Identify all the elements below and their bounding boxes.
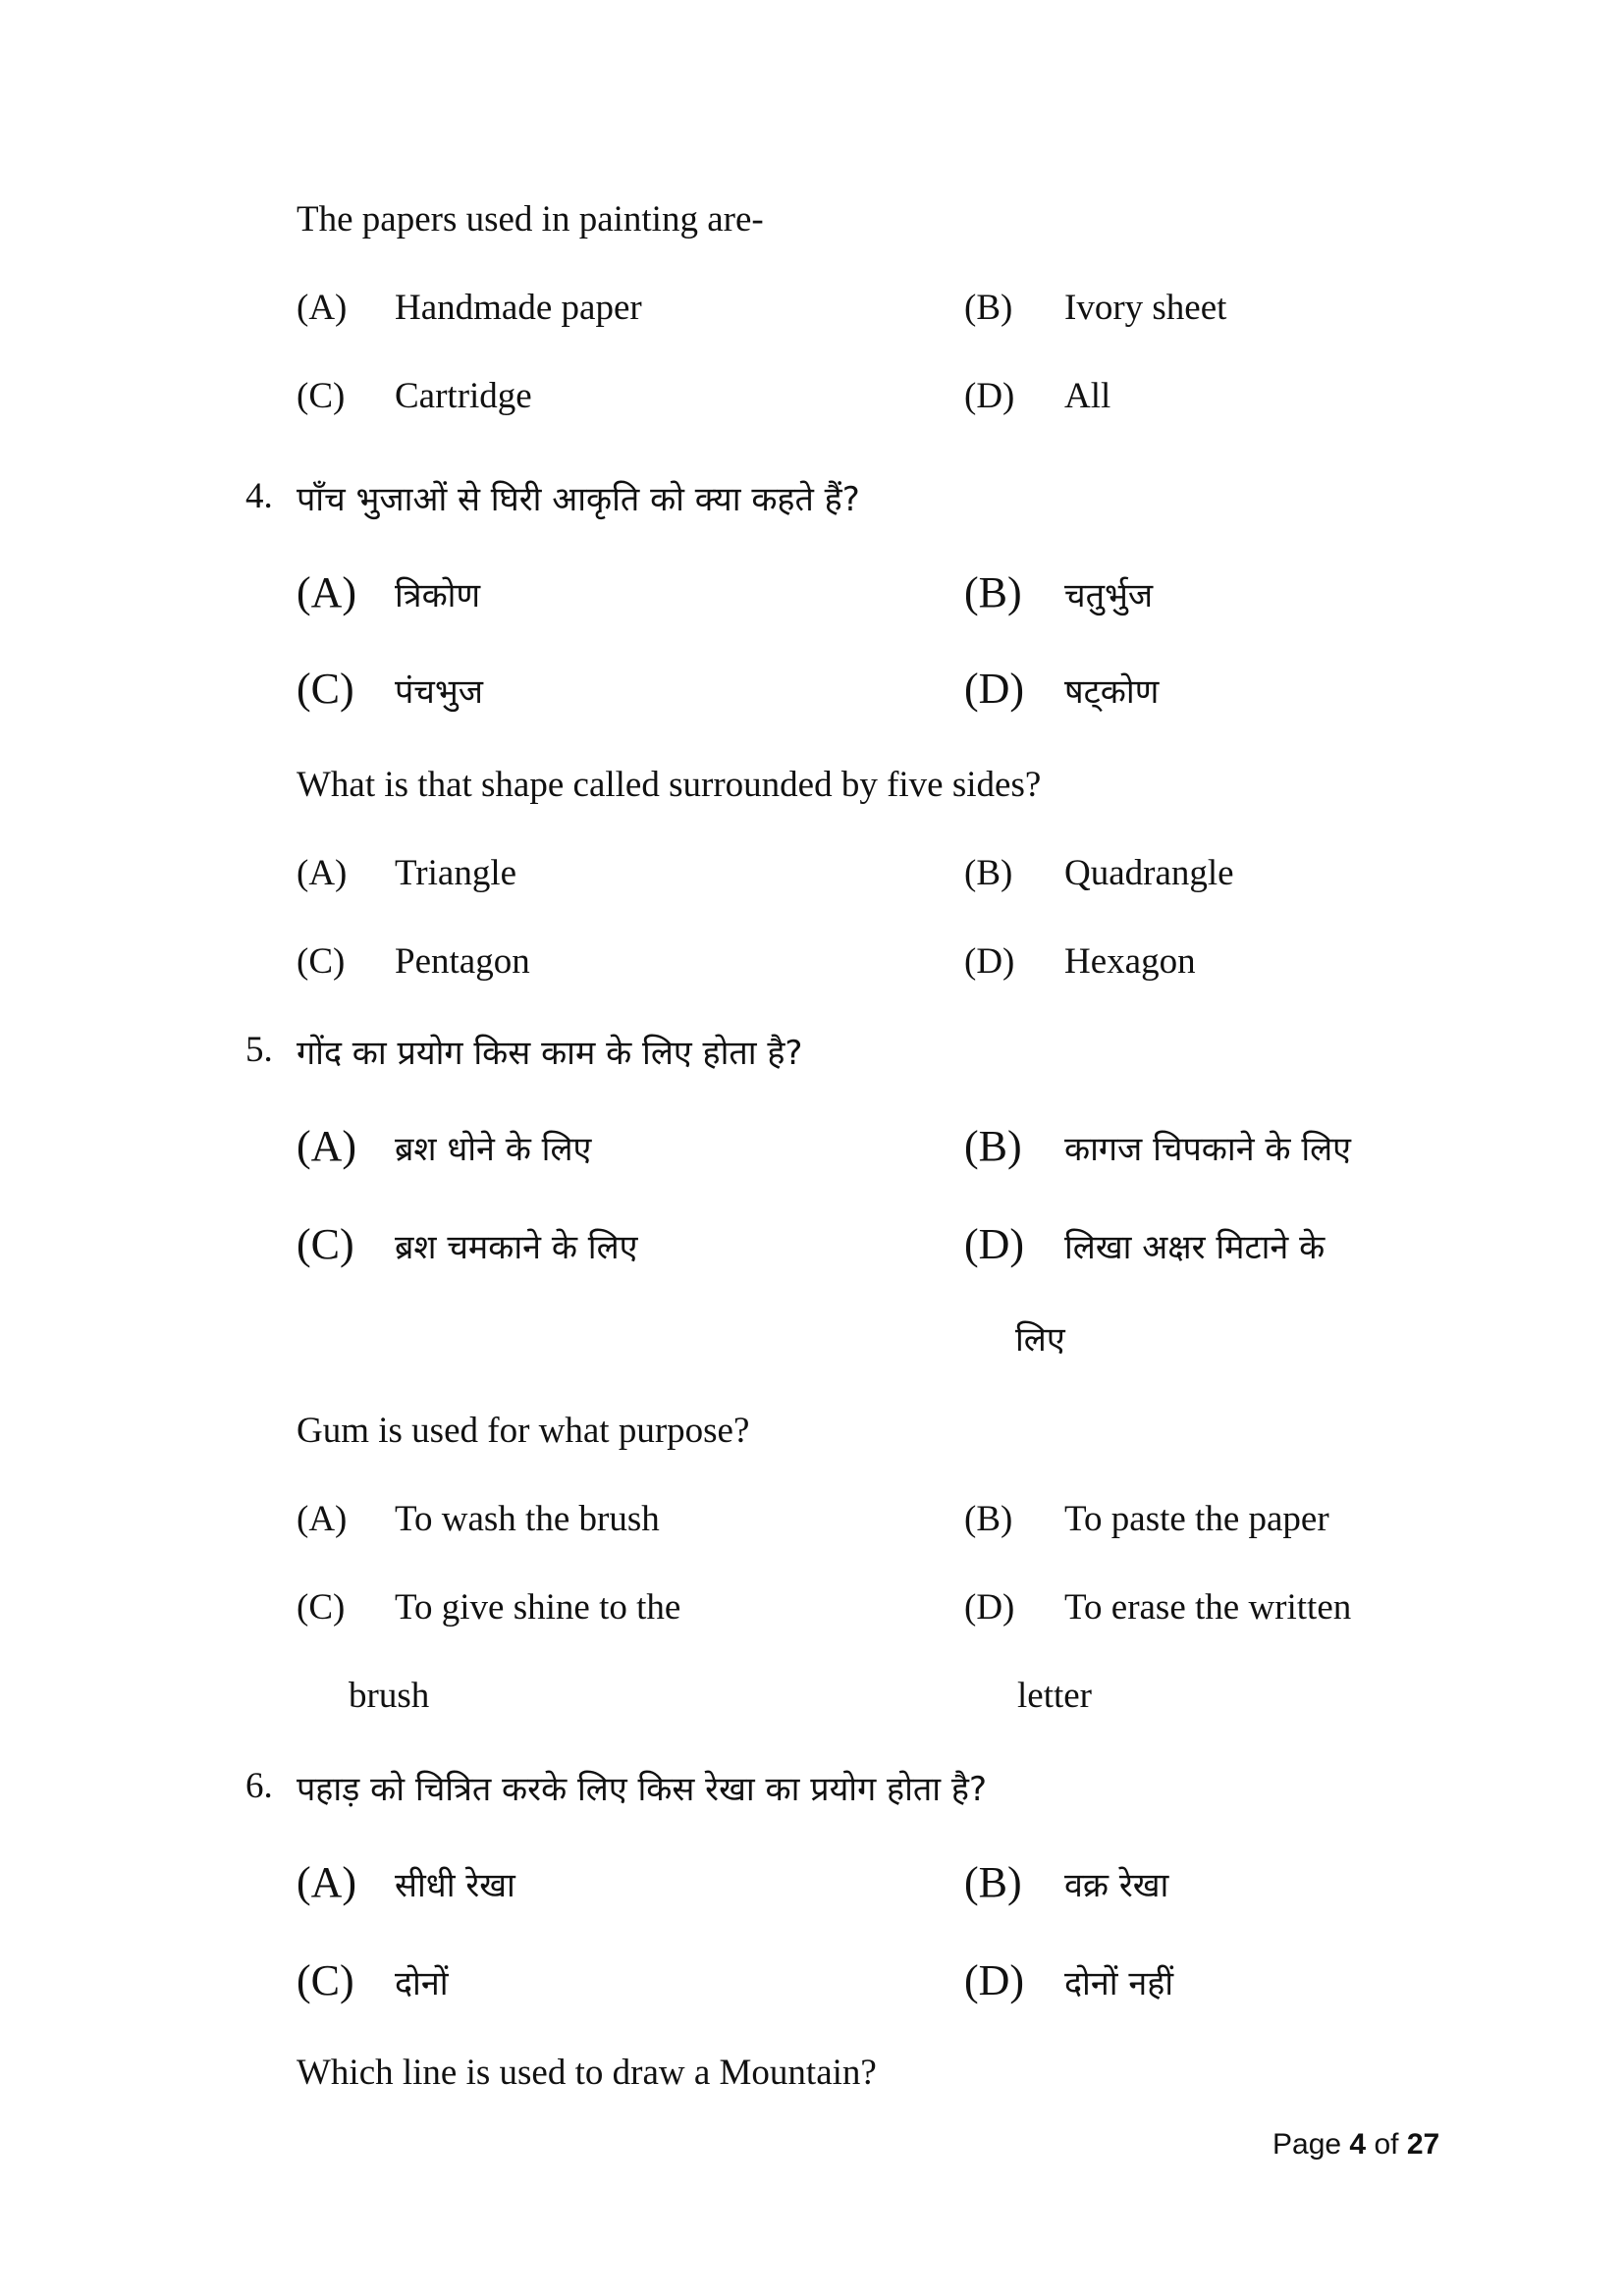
- question-6-english: Which line is used to draw a Mountain?: [297, 2053, 877, 2093]
- option-a-text: ब्रश धोने के लिए: [395, 1130, 592, 1169]
- question-5-english: Gum is used for what purpose?: [297, 1411, 750, 1451]
- option-c-text: Pentagon: [395, 941, 530, 982]
- option-b-text: To paste the paper: [1064, 1499, 1329, 1539]
- option-c-label: (C): [297, 1956, 354, 2004]
- option-b-text: वक्र रेखा: [1064, 1866, 1169, 1905]
- option-a-label: (A): [297, 1122, 357, 1170]
- option-b-text: चतुर्भुज: [1064, 576, 1154, 615]
- page-current: 4: [1349, 2128, 1367, 2161]
- question-6-hindi: पहाड़ को चित्रित करके लिए किस रेखा का प्रयोग होता है?: [297, 1770, 987, 1809]
- option-d-label: (D): [964, 1587, 1015, 1628]
- question-3-english: The papers used in painting are-: [297, 199, 764, 240]
- option-c-label: (C): [297, 665, 354, 713]
- option-c-label: (C): [297, 1220, 354, 1268]
- option-b-label: (B): [964, 288, 1013, 328]
- option-d-label: (D): [964, 1956, 1025, 2004]
- option-d-label: (D): [964, 665, 1025, 713]
- option-c-text: Cartridge: [395, 376, 532, 416]
- option-c-text: दोनों: [395, 1964, 449, 2003]
- option-a-text: To wash the brush: [395, 1499, 660, 1539]
- option-c-text: ब्रश चमकाने के लिए: [395, 1228, 638, 1267]
- option-d-text: षट्कोण: [1064, 672, 1160, 712]
- option-c-label: (C): [297, 941, 346, 982]
- page-number: [1272, 2128, 1439, 2162]
- option-d-text: लिखा अक्षर मिटाने के: [1064, 1228, 1326, 1267]
- option-a-label: (A): [297, 288, 348, 328]
- option-d-label: (D): [964, 941, 1015, 982]
- option-c-text-continued: brush: [349, 1676, 430, 1716]
- question-5-hindi: गोंद का प्रयोग किस काम के लिए होता है?: [297, 1034, 803, 1073]
- option-b-text: Ivory sheet: [1064, 288, 1227, 328]
- question-5-number: 5.: [245, 1030, 273, 1070]
- option-d-label: (D): [964, 1220, 1025, 1268]
- option-a-label: (A): [297, 1858, 357, 1906]
- option-b-label: (B): [964, 1858, 1022, 1906]
- option-d-text: All: [1064, 376, 1111, 416]
- option-c-text: पंचभुज: [395, 672, 484, 712]
- page-of: of: [1374, 2128, 1399, 2161]
- option-d-label: (D): [964, 376, 1015, 416]
- option-a-label: (A): [297, 568, 357, 616]
- option-b-label: (B): [964, 853, 1013, 893]
- page-prefix: Page: [1272, 2128, 1342, 2161]
- option-a-text: Handmade paper: [395, 288, 642, 328]
- option-a-label: (A): [297, 853, 348, 893]
- option-b-label: (B): [964, 1122, 1022, 1170]
- option-d-text-continued: letter: [1017, 1676, 1093, 1716]
- question-6-number: 6.: [245, 1766, 273, 1806]
- option-b-label: (B): [964, 568, 1022, 616]
- page-total: 27: [1406, 2128, 1440, 2161]
- option-a-text: सीधी रेखा: [395, 1866, 515, 1905]
- option-a-label: (A): [297, 1499, 348, 1539]
- option-d-text: दोनों नहीं: [1064, 1964, 1174, 2003]
- option-c-text: To give shine to the: [395, 1587, 681, 1628]
- option-a-text: Triangle: [395, 853, 517, 893]
- option-d-text: To erase the written: [1064, 1587, 1352, 1628]
- option-c-label: (C): [297, 376, 346, 416]
- option-d-text-continued: लिए: [1015, 1320, 1065, 1360]
- option-b-text: कागज चिपकाने के लिए: [1064, 1130, 1351, 1169]
- question-4-english: What is that shape called surrounded by five sides?: [297, 765, 1042, 805]
- option-b-label: (B): [964, 1499, 1013, 1539]
- option-b-text: Quadrangle: [1064, 853, 1234, 893]
- question-4-hindi: पाँच भुजाओं से घिरी आकृति को क्या कहते हैं?: [297, 480, 860, 519]
- option-d-text: Hexagon: [1064, 941, 1196, 982]
- option-a-text: त्रिकोण: [395, 576, 481, 615]
- option-c-label: (C): [297, 1587, 346, 1628]
- question-4-number: 4.: [245, 476, 273, 516]
